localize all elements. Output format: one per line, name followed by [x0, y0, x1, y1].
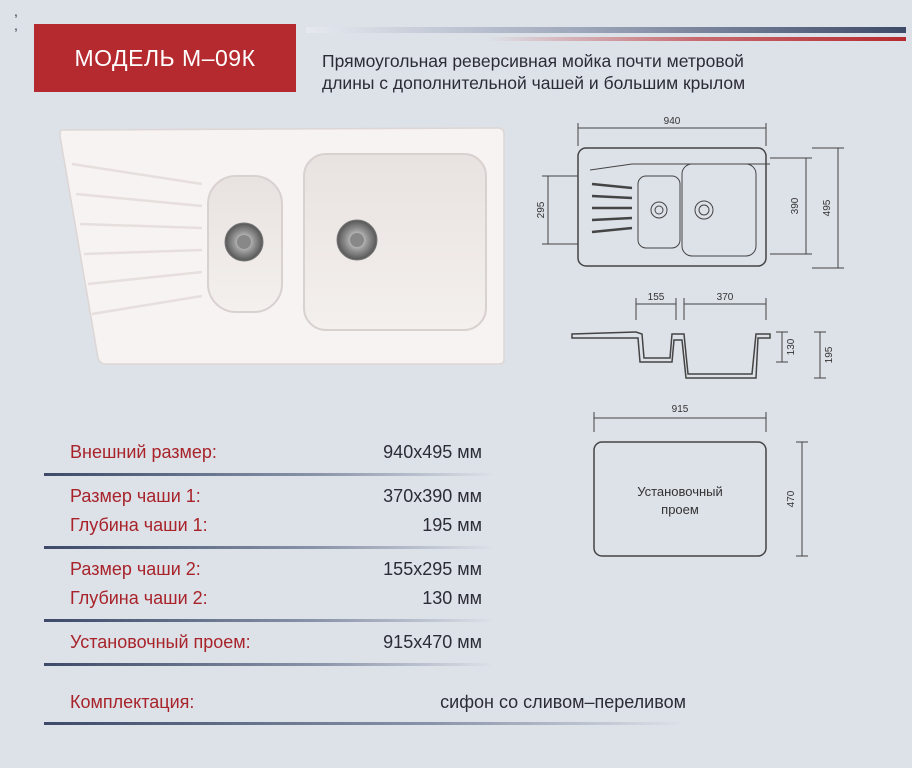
dim-915: 915: [671, 404, 689, 415]
header-bar-red: [488, 37, 906, 41]
spec-label: Установочный проем:: [70, 632, 251, 652]
spec-row: [44, 438, 494, 467]
side-view-drawing: [572, 298, 826, 378]
subtitle-line-1: Прямоугольная реверсивная мойка почти метровой: [322, 51, 744, 71]
spec-label: Размер чаши 2:: [70, 559, 201, 579]
subtitle: [322, 50, 842, 94]
cutout-label-line-2: проем: [661, 502, 699, 517]
spec-label: Глубина чаши 2:: [70, 588, 208, 608]
spec-row: [44, 511, 494, 540]
dim-295: 295: [536, 201, 547, 219]
subtitle-line-2: длины с дополнительной чашей и большим крылом: [322, 73, 746, 93]
spec-row: [44, 555, 494, 584]
spec-divider: [44, 619, 494, 622]
sink-photo: [52, 124, 512, 370]
kit-row: [44, 690, 704, 720]
dim-495: 495: [822, 199, 833, 217]
top-view-drawing: [542, 123, 844, 268]
dim-155: 155: [647, 292, 665, 303]
spec-value: 130 мм: [422, 588, 482, 608]
spec-label: Глубина чаши 1:: [70, 515, 208, 535]
spec-row: [44, 628, 494, 657]
spec-row: [44, 584, 494, 613]
bottom-divider: [44, 722, 684, 725]
spec-row: [44, 482, 494, 511]
dim-195: 195: [824, 346, 835, 364]
large-bowl: [304, 154, 486, 330]
dim-130: 130: [786, 338, 797, 356]
spec-divider: [44, 546, 494, 549]
technical-drawings: [520, 106, 910, 566]
spec-value: 155x295 мм: [383, 559, 482, 579]
header-bar-blue: [306, 27, 906, 33]
kit-label: Комплектация:: [70, 692, 195, 712]
cutout-label-line-1: Установочный: [637, 484, 723, 499]
dim-370: 370: [716, 292, 734, 303]
corner-marks: , ,: [14, 3, 18, 33]
model-title-text: МОДЕЛЬ М–09К: [74, 44, 256, 71]
spec-value: 370x390 мм: [383, 486, 482, 506]
dim-470: 470: [786, 490, 797, 508]
spec-label: Внешний размер:: [70, 442, 217, 462]
spec-value: 195 мм: [422, 515, 482, 535]
model-title: [34, 24, 296, 92]
kit-value: сифон со сливом–переливом: [440, 692, 686, 712]
spec-value: 915x470 мм: [383, 632, 482, 652]
spec-value: 940x495 мм: [383, 442, 482, 462]
dim-390: 390: [790, 197, 801, 215]
spec-divider: [44, 663, 494, 666]
spec-label: Размер чаши 1:: [70, 486, 201, 506]
dim-940: 940: [663, 116, 681, 127]
specs-table: [44, 438, 494, 672]
spec-divider: [44, 473, 494, 476]
